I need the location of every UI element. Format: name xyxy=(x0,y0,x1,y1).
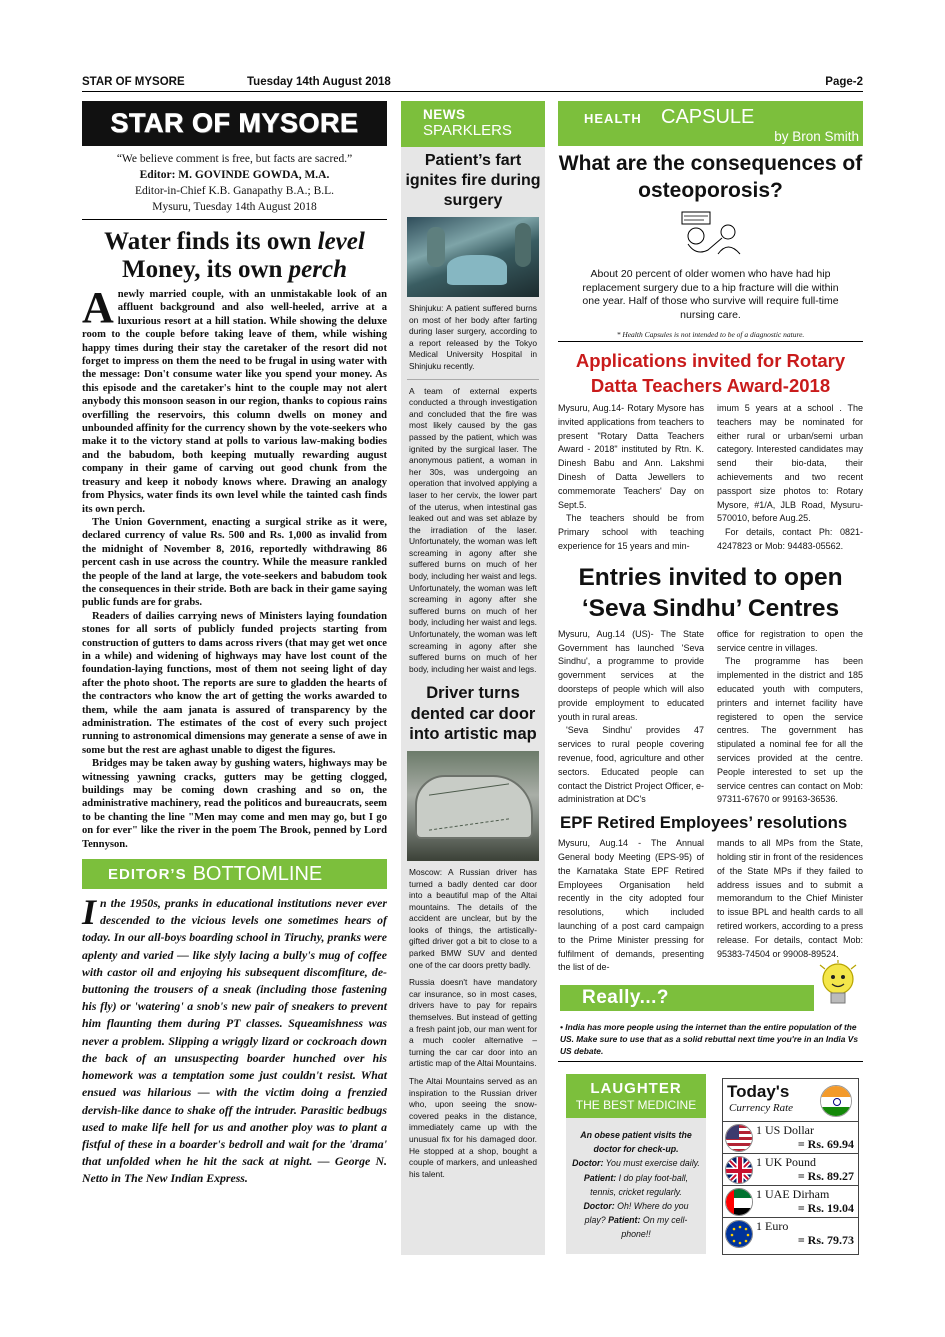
rate-row-gbp xyxy=(723,1153,858,1185)
joke-intro: An obese patient visits the doctor for check-up. xyxy=(580,1130,692,1155)
joke-patient-line-2: On my cell-phone!! xyxy=(621,1215,688,1240)
editorial-para-1: newly married couple, with an unmistakable look of an affluent background and also well-heeled, arrive at a luxurious resort at a hill station. While showing the deluxe room to the couple before taking leave of them, while wishing happy times during their stay the caretaker of the resort did not forget to impress on them the need to be frugal in using water with the message: Don't consume water like you spend your money. As this episode and the caretaker's hint to the couple may not alert anybody this monsoon season in our region, thanks to copious rains overfilling the reservoirs, this column dwells on money and unbounded affinity for the currency shown by the vote-seekers who make it to the victory stand at polls to various law-making bodies and the babudom, both keeping mutually rewarding august company in their game of carving out good chunk from the treasury and keep it nobody knows where. Drawing an analogy from Physics, water finds its own level while the tainted cash finds its own perch. xyxy=(82,289,387,515)
rate-row-usd xyxy=(723,1121,858,1153)
seva-body xyxy=(558,628,863,807)
currency-rate-header xyxy=(723,1079,858,1121)
seva-title: Entries invited to open ‘Seva Sindhu’ Centres xyxy=(578,563,843,622)
epf-title: EPF Retired Employees’ resolutions xyxy=(560,813,848,833)
motto: “We believe comment is free, but facts are sacred.” xyxy=(116,153,353,165)
joke-patient-label-2: Patient: xyxy=(608,1215,641,1226)
health-capsule-banner xyxy=(558,101,863,146)
rate-name: 1 UK Pound xyxy=(756,1155,817,1169)
rates-title: Today's xyxy=(727,1082,790,1101)
story2-para-2: Russia doesn't have mandatory car insurance, so in most cases, drivers have to pay for repairs themselves. But instead of getting a fresh paint job, our man went for a much cooler alternative – turning the car car door into an artistic map of the Altai Mountains. xyxy=(409,977,537,1069)
epf-col2: mands to all MPs from the State, holding stir in front of the residences of the State MPs if they failed to address issues and to submit a memorandum to the Chief Minister to issue BPL and health cards to all retired workers, according to a press release. For details, contact Mob: 95383-74504 or 99008-89524. xyxy=(717,838,863,959)
news-sparklers-banner xyxy=(401,101,545,147)
seva-col2-para2: The programme has been implemented in the district and 185 educated youth with computers, printers and internet facility have registered to open the service centres. The government has stipulated a nominal fee for all the services provided at the centre. People interested to set up the service centres can contact on Mob: 97311-67670 or 99163-36536. xyxy=(717,656,863,805)
bottomline-text: n the 1950s, pranks in educational institutions never ever descended to the vicious levels one sometimes hears of today. In our all-boys boarding school in Tiruchy, pranks were aplenty and varied — like slyly lacing a bully's mug of coffee with castor oil and enjoying his subsequent discomfiture, de-buttoning the trousers of a sneak (including those fastening his fly) or 'watering' a snob's new pair of sneakers to prevent him flaunting them during PT classes. Squeamishness was never a problem. Slipping a wriggly lizard or cockroach down the back of an unsuspecting boarder hunched over his homework was a temptation some just couldn't resist. What ensued was hilarious — with the victim doing a frenzied dervish-like dance to shake off the intruder. Parasitic bedbugs used to make life hell for us and another ploy was to plant a fistful of these in a boarder's bedroll and wait for the 'drama' that unfolded when he hit the sack at night. — George N. Netto in The New Indian Express. xyxy=(82,896,387,1186)
bottomline-body xyxy=(82,892,387,1187)
capsule-label: CAPSULE xyxy=(661,106,755,128)
editorial-title-line2: Money, its own xyxy=(121,256,289,283)
rates-subtitle: Currency Rate xyxy=(729,1102,794,1114)
masthead-title: STAR OF MYSORE xyxy=(110,108,359,138)
masthead xyxy=(82,101,387,146)
editorial-para-2: The Union Government, enacting a surgical strike as it were, declared currency of value Rs. 500 and Rs. 1,000 as invalid from the midnight of November 8, 2016, reportedly withdrawing 86 percent cash in use across the country. While the measure rankled the people of the land at large, the vote-seekers and babudom took the consequences in their stride. Both are back in their game saying public funds are for grabs. xyxy=(82,516,387,609)
editorial-title-line1: Water finds its own xyxy=(104,228,318,255)
sparklers-label: SPARKLERS xyxy=(423,122,512,139)
currency-rate-box xyxy=(722,1078,859,1255)
right-column xyxy=(558,101,863,1062)
header-paper-name: STAR OF MYSORE xyxy=(82,76,185,88)
page-header xyxy=(82,76,863,92)
bottomline-banner xyxy=(82,859,387,889)
news-label: NEWS xyxy=(423,107,466,122)
india-flag-icon xyxy=(820,1085,852,1117)
story1-body-2 xyxy=(401,380,545,676)
editorial-para-4: Bridges may be taken away by gushing waters, highways may be witnessing yawning cracks, gutters may be getting clogged, buildings may be coming down crashing and so on, the administrative machinery, read the politicos and bureaucrats, seem to be chanting the line "Men may come and men may go, but I go on for ever" like the river in the poem The Brook, penned by Lord Tennyson. xyxy=(82,758,387,850)
rate-value: = Rs. 19.04 xyxy=(797,1201,854,1215)
us-flag-icon xyxy=(725,1124,753,1152)
rate-name: 1 Euro xyxy=(756,1219,789,1233)
header-page-number: Page-2 xyxy=(825,76,863,88)
epf-col1: Mysuru, Aug.14 - The Annual General body Meeting (EPS-95) of the Karnataka State EPF Retired Employees Organisation held recently in the city adopted four resolutions, which included launching of a post card campaign to the Prime Minister pressing for fulfilment of demands, presenting the list of de- xyxy=(558,838,704,973)
laughter-box xyxy=(566,1074,706,1254)
health-byline: by Bron Smith xyxy=(774,129,859,144)
laughter-banner xyxy=(566,1074,706,1118)
editorial-dropcap: A xyxy=(82,283,114,332)
editorial-title-level: level xyxy=(317,228,365,255)
rate-name: 1 US Dollar xyxy=(756,1123,814,1137)
editor-in-chief-line: Editor-in-Chief K.B. Ganapathy B.A.; B.L. xyxy=(134,185,335,197)
joke-patient-line-1: I do play foot-ball, tennis, cricket regularly. xyxy=(590,1172,689,1197)
bottomline-label-a: EDITOR’S xyxy=(108,865,187,883)
editor-box xyxy=(82,151,387,220)
uae-flag-icon xyxy=(725,1188,753,1216)
rotary-title: Applications invited for Rotary Datta Teachers Award-2018 xyxy=(575,350,846,396)
laughter-label: LAUGHTER xyxy=(590,1080,682,1097)
health-text: About 20 percent of older women who have had hip replacement surgery due to a hip fracture will die within one year. Half of those who survive will require full-time nursing care. xyxy=(582,268,839,321)
health-question: What are the consequences of osteoporosis? xyxy=(558,152,863,202)
rate-name: 1 UAE Dirham xyxy=(756,1187,830,1201)
editorial-title-perch: perch xyxy=(288,256,347,283)
rate-value: = Rs. 69.94 xyxy=(797,1137,854,1151)
editor-line: Editor: M. GOVINDE GOWDA, M.A. xyxy=(139,169,330,181)
epf-body xyxy=(558,837,863,975)
best-medicine-label: THE BEST MEDICINE xyxy=(575,1098,697,1112)
doctor-cartoon-icon xyxy=(678,210,744,256)
rate-row-aed xyxy=(723,1185,858,1217)
story1-body xyxy=(401,297,545,373)
header-date: Tuesday 14th August 2018 xyxy=(247,76,391,88)
rotary-col1-para2: The teachers should be from Primary school with teaching experience for 15 years and min- xyxy=(558,513,704,551)
eu-flag-icon xyxy=(725,1220,753,1248)
joke-doctor-label-1: Doctor: xyxy=(572,1158,604,1169)
really-label: Really...? xyxy=(560,985,814,1011)
story2-body xyxy=(401,861,545,1180)
bottomline-dropcap: I xyxy=(82,892,97,933)
bottomline-label-b: BOTTOMLINE xyxy=(192,862,323,885)
story1-para-1: Shinjuku: A patient suffered burns on most of her body after farting during laser surgery, according to a report released by the Tokyo Medical University Hospital in Shinjuku recently. xyxy=(409,303,537,371)
seva-col1-para2: 'Seva Sindhu' provides 47 services to rural people covering revenue, food, agriculture and other sectors. Educated people can contact the District Project Officer, e-administration at DC's xyxy=(558,725,704,805)
really-text: • India has more people using the internet than the entire population of the US. Make sure to use that as a solid rebuttal next time you're in an India Vs US debate. xyxy=(558,1021,863,1062)
dateline: Mysuru, Tuesday 14th August 2018 xyxy=(152,201,317,213)
joke-doctor-line-2: Oh! Where do you play? xyxy=(584,1201,689,1226)
car-door-photo xyxy=(407,751,539,861)
story2-para-3: The Altai Mountains served as an inspiration to the Russian driver who, upon seeing the snow-covered peaks in the distance, immediately came up with the unusual fix for his damaged door. He stopped at a shop, bought a couple of markers, and unleashed his talent. xyxy=(409,1076,537,1179)
rate-value: = Rs. 79.73 xyxy=(797,1233,854,1247)
news-sparklers-column xyxy=(401,101,545,1255)
editorial-para-3: Readers of dailies carrying news of Ministers laying foundation stones for all sorts of publicly funded projects starting from construction of gutters to dams across rivers (that may get wet once in a while) and widening of highways may have lost count of the foundation-laying functions, most of them not seeing light of day after the photo shoot. The reports are sure to gladden the hearts of the contractors who know the art of getting the works awarded to them, while the aam janata is assured of transparency by the administration. The estimates of the cost of every such project running to astronomical dimensions may generate a sense of awe in some but the rest are aghast unable to digest the figures. xyxy=(82,610,387,756)
rate-row-eur xyxy=(723,1217,858,1249)
rotary-col2-para1: imum 5 years at a school . The teachers may be nominated for either rural or urban/semi urban category. Interested candidates may send their bio-data, their achievements and two recent passport size photos to: Rotary Mysore, #1/A, JLB Road, Mysuru- 570010, before Aug.25. xyxy=(717,403,863,524)
story2-title: Driver turns dented car door into artistic map xyxy=(409,684,537,744)
joke-doctor-label-2: Doctor: xyxy=(583,1201,615,1212)
uk-flag-icon xyxy=(725,1156,753,1184)
rate-value: = Rs. 89.27 xyxy=(797,1169,854,1183)
story1-title: Patient’s fart ignites fire during surgery xyxy=(405,152,541,209)
joke-text xyxy=(566,1118,706,1242)
rotary-col1-para1: Mysuru, Aug.14- Rotary Mysore has invited applications from teachers to present "Rotary Datta Teachers Award - 2018" instituted by Rtn. K. Dinesh Babu and Ann. Lakshmi Dinesh of Datta Jewellers to commemorate Teachers' Day on Sept.5. xyxy=(558,403,704,510)
editorial-title xyxy=(82,228,387,284)
rotary-body xyxy=(558,402,863,554)
story1-para-2: A team of external experts conducted a through investigation and concluded that the fire was most likely caused by the gas passed by the patient, which was ignited by the surgical laser. The anonymous patient, a woman in her 30s, was undergoing an operation that involved applying a laser to her cervix, the lower part of the uterus, when intestinal gas leaked out and was set ablaze by the irradiation of the laser. Unfortunately, the woman was left screaming in agony after she suffered burns on much of her body, including her waist and legs. Unfortunately, the woman was left screaming in agony after she suffered burns on much of her body, including her waist and legs. Unfortunately, the woman was left screaming in agony after she suffered burns on much of her body, including her waist and legs. xyxy=(409,385,537,674)
surgery-photo xyxy=(407,217,539,297)
joke-patient-label-1: Patient: xyxy=(583,1172,617,1183)
story2-para-1: Moscow: A Russian driver has turned a badly dented car door into a beautiful map of the Altai mountains. The details of the accident are unclear, but by the looks of things, the artistically-gifted driver got a bit to close to a parked BMW SUV and dented one of the car doors pretty badly. xyxy=(409,866,537,970)
seva-col2-para1: office for registration to open the service centre in villages. xyxy=(717,628,863,653)
rotary-col2-para2: For details, contact Ph: 0821-4247823 or Mob: 94483-05562. xyxy=(717,527,863,551)
joke-doctor-line-1: You must exercise daily. xyxy=(603,1158,700,1169)
lightbulb-icon xyxy=(817,959,859,1015)
editorial-column xyxy=(82,101,387,1188)
really-banner xyxy=(558,985,863,1011)
health-note: * Health Capsules is not intended to be of a diagnostic nature. xyxy=(558,330,863,342)
editorial-body xyxy=(82,283,387,851)
health-label: HEALTH xyxy=(584,111,642,126)
seva-col1-para1: Mysuru, Aug.14 (US)- The State Government has launched 'Seva Sindhu', a programme to provide government services at the doorsteps of people which will also provide employment to educated youth in rural areas. xyxy=(558,628,704,722)
